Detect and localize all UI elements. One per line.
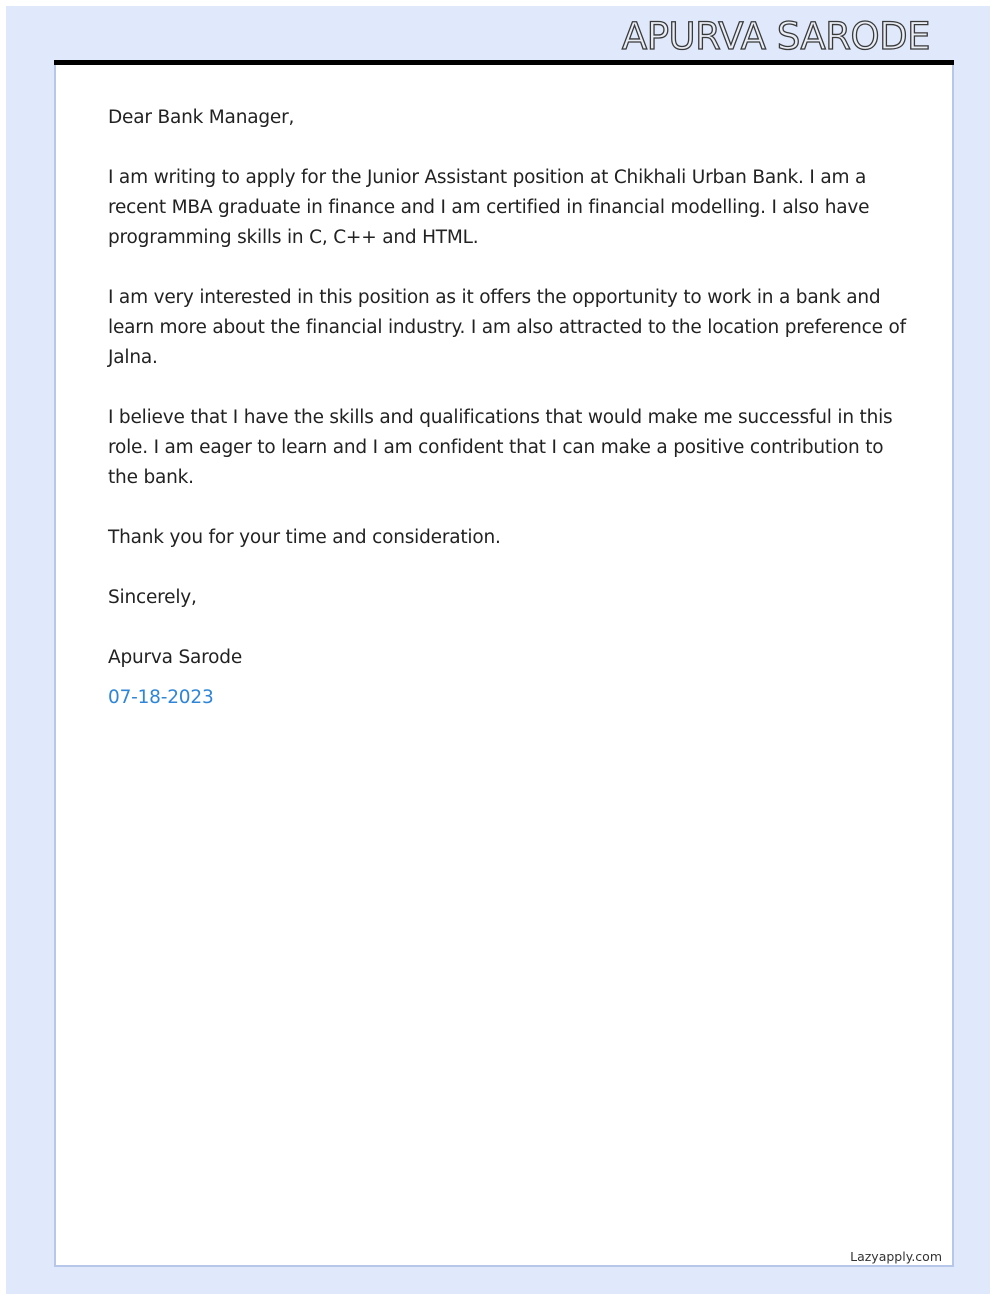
paragraph-intro: I am writing to apply for the Junior Assistant position at Chikhali Urban Bank. I am a recent MBA graduate in finance and I am certified in financial modelling. I also have programming skills in C, C++ and HTML. bbox=[108, 167, 870, 248]
signature-name: Apurva Sarode bbox=[108, 647, 243, 668]
paragraph-thanks: Thank you for your time and consideration. bbox=[108, 527, 501, 548]
salutation: Dear Bank Manager, bbox=[108, 107, 295, 128]
letter-body bbox=[108, 103, 908, 713]
closing: Sincerely, bbox=[108, 587, 197, 608]
page-background bbox=[6, 6, 990, 1294]
header-name: APURVA SARODE bbox=[621, 15, 930, 58]
paragraph-qualifications: I believe that I have the skills and qualifications that would make me successful in this role. I am eager to learn and I am confident that I can make a positive contribution to the bank. bbox=[108, 407, 893, 488]
paragraph-interest: I am very interested in this position as it offers the opportunity to work in a bank and learn more about the financial industry. I am also attracted to the location preference of Jalna. bbox=[108, 287, 906, 368]
letter-sheet bbox=[54, 65, 954, 1267]
footer-brand: Lazyapply.com bbox=[850, 1249, 942, 1264]
letter-date: 07-18-2023 bbox=[108, 687, 214, 708]
